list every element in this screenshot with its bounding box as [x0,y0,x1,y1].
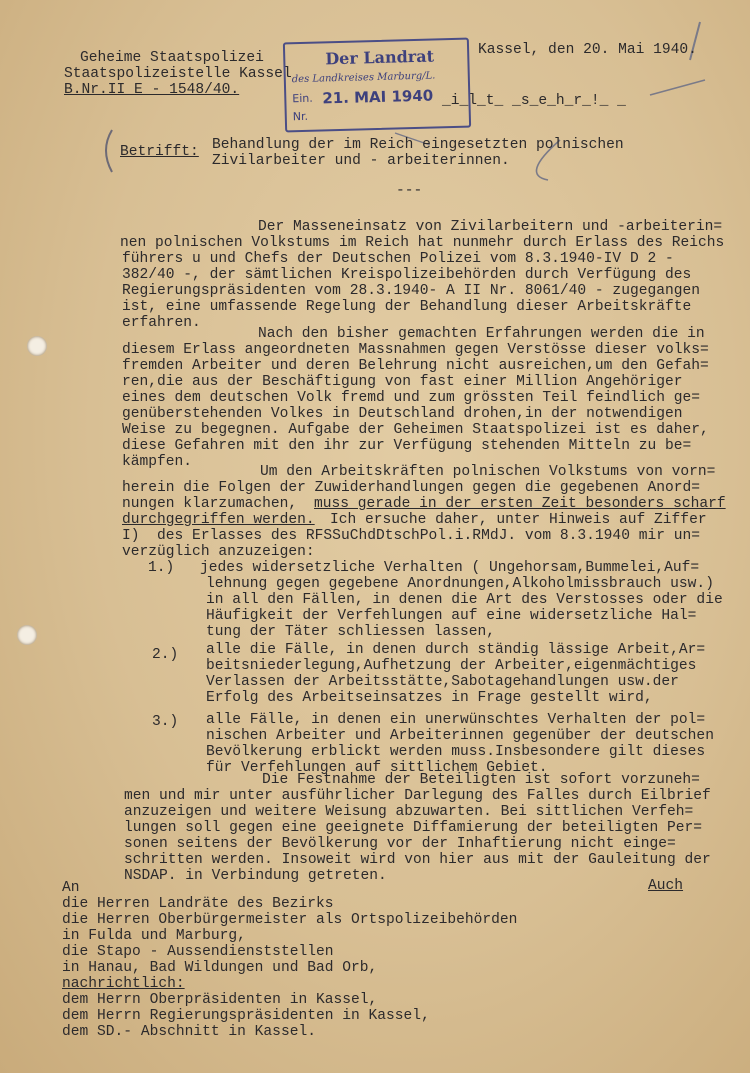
sender-line-1: Geheime Staatspolizei [80,50,264,66]
subject-divider: --- [396,183,423,199]
stamp-date: 21. MAI 1940 [322,86,434,108]
body-line: Weise zu begegnen. Aufgabe der Geheimen Staatspolizei ist es daher, [122,422,709,438]
body-line: Der Masseneinsatz von Zivilarbeitern und -arbeiterin= [258,219,723,235]
stamp-title: Der Landrat [325,46,435,69]
cc-line: dem Herrn Regierungspräsidenten in Kassel, [62,1008,430,1024]
item-line: Erfolg des Arbeitseinsatzes in Frage gestellt wird, [206,690,653,706]
body-line: fremden Arbeiter und deren Belehrung nicht ausreichen,um den Gefah= [122,358,709,374]
reference-number: B.Nr.II E - 1548/40. [64,82,240,98]
body-line: herein die Folgen der Zuwiderhandlungen gegen die gegebenen Anord= [122,480,701,496]
recipient-line: die Herren Landräte des Bezirks [62,896,334,912]
body-line: diese Gefahren mit den ihr zur Verfügung stehenden Mitteln zu be= [122,438,692,454]
body-line: I) des Erlasses des RFSSuChdDtschPol.i.RMdJ. vom 8.3.1940 mir un= [122,528,701,544]
closing-line: sonen seitens der Bevölkerung vor der Inhaftierung nicht einge= [124,836,676,852]
body-line: genüberstehenden Volkes in Deutschland drohen,in der notwendigen [122,406,683,422]
body-line: nungen klarzumachen, [122,496,298,512]
sender-line-2: Staatspolizeistelle Kassel [64,66,292,82]
body-line: eines dem deutschen Volk fremd und zum grössten Teil feindlich ge= [122,390,701,406]
body-line: erfahren. [122,315,201,331]
item-line: in all den Fällen, in denen die Art des Verstosses oder die [206,592,723,608]
recipient-line: in Hanau, Bad Wildungen und Bad Orb, [62,960,378,976]
auch-note: Auch [648,878,684,894]
closing-line: anzuzeigen und weitere Weisung abzuwarten. Bei sittlichen Verfeh= [124,804,694,820]
body-emphasis: muss gerade in der ersten Zeit besonders scharf [314,496,726,512]
closing-line: Die Festnahme der Beteiligten ist sofort vorzuneh= [262,772,700,788]
body-line: verzüglich anzuzeigen: [122,544,315,560]
subject-line-2: Zivilarbeiter und - arbeiterinnen. [212,153,510,169]
item-line: Bevölkerung erblickt werden muss.Insbesondere gilt dieses [206,744,706,760]
cc-line: dem SD.- Abschnitt in Kassel. [62,1024,316,1040]
body-line: diesem Erlass angeordneten Massnahmen gegen Verstösse dieser volks= [122,342,709,358]
body-line: ist, eine umfassende Regelung der Behandlung dieser Arbeitskräfte [122,299,692,315]
item-line: tung der Täter schliessen lassen, [206,624,496,640]
closing-line: NSDAP. in Verbindung getreten. [124,868,387,884]
receipt-stamp [283,38,471,133]
stamp-subtitle: des Landkreises Marburg/L. [291,70,436,86]
stamp-label-in: Ein. [292,91,313,106]
item-line: lehnung gegen gegebene Anordnungen,Alkoholmissbrauch usw.) [206,576,714,592]
recipient-line: in Fulda und Marburg, [62,928,246,944]
item-number: 2.) [152,647,179,663]
item-line: nischen Arbeiter und Arbeiterinnen gegenüber der deutschen [206,728,714,744]
recipient-line: die Herren Oberbürgermeister als Ortspolizeibehörden [62,912,518,928]
classification: _i_l_t_ _s_e_h_r_!_ _ [442,93,626,109]
item-number: 3.) [152,714,179,730]
body-line: ren,die aus der Beschäftigung von fast einer Million Angehöriger [122,374,683,390]
body-line: Ich ersuche daher, unter Hinweis auf Ziffer [330,512,707,528]
item-line: beitsniederlegung,Aufhetzung der Arbeiter,eigenmächtiges [206,658,697,674]
body-line: Regierungspräsidenten vom 28.3.1940- A II Nr. 8061/40 - zugegangen [122,283,701,299]
stamp-label-nr: Nr. [292,109,309,124]
item-line: alle Fälle, in denen ein unerwünschtes Verhalten der pol= [206,712,706,728]
subject-line-1: Behandlung der im Reich eingesetzten polnischen [212,137,624,153]
closing-line: schritten werden. Insoweit wird von hier aus mit der Gauleitung der [124,852,711,868]
body-line: führers u und Chefs der Deutschen Polizei vom 8.3.1940-IV D 2 - [122,251,674,267]
place-date: Kassel, den 20. Mai 1940. [478,42,697,58]
cc-line: dem Herrn Oberpräsidenten in Kassel, [62,992,378,1008]
closing-line: lungen soll gegen eine geeignete Diffamierung der beteiligten Per= [124,820,703,836]
item-line: Verlassen der Arbeitsstätte,Sabotagehandlungen usw.der [206,674,679,690]
body-line: kämpfen. [122,454,193,470]
body-emphasis: durchgegriffen werden. [122,512,315,528]
recipients-heading: An [62,880,80,896]
item-line: Häufigkeit der Verfehlungen auf eine widersetzliche Hal= [206,608,697,624]
body-line: 382/40 -, der sämtlichen Kreispolizeibehörden durch Verfügung des [122,267,692,283]
body-line: nen polnischen Volkstums im Reich hat nunmehr durch Erlass des Reichs [120,235,725,251]
recipient-line: die Stapo - Aussendienststellen [62,944,334,960]
body-line: Nach den bisher gemachten Erfahrungen werden die in [258,326,705,342]
item-line: alle die Fälle, in denen durch ständig lässige Arbeit,Ar= [206,642,706,658]
item-line: jedes widersetzliche Verhalten ( Ungehorsam,Bummelei,Auf= [200,560,700,576]
item-number: 1.) [148,560,175,576]
subject-label: Betrifft: [120,144,199,160]
body-line: Um den Arbeitskräften polnischen Volkstums von vorn= [260,464,716,480]
cc-label: nachrichtlich: [62,976,185,992]
item-line: für Verfehlungen auf sittlichem Gebiet. [206,760,548,776]
closing-line: men und mir unter ausführlicher Darlegung des Falles durch Eilbrief [124,788,711,804]
